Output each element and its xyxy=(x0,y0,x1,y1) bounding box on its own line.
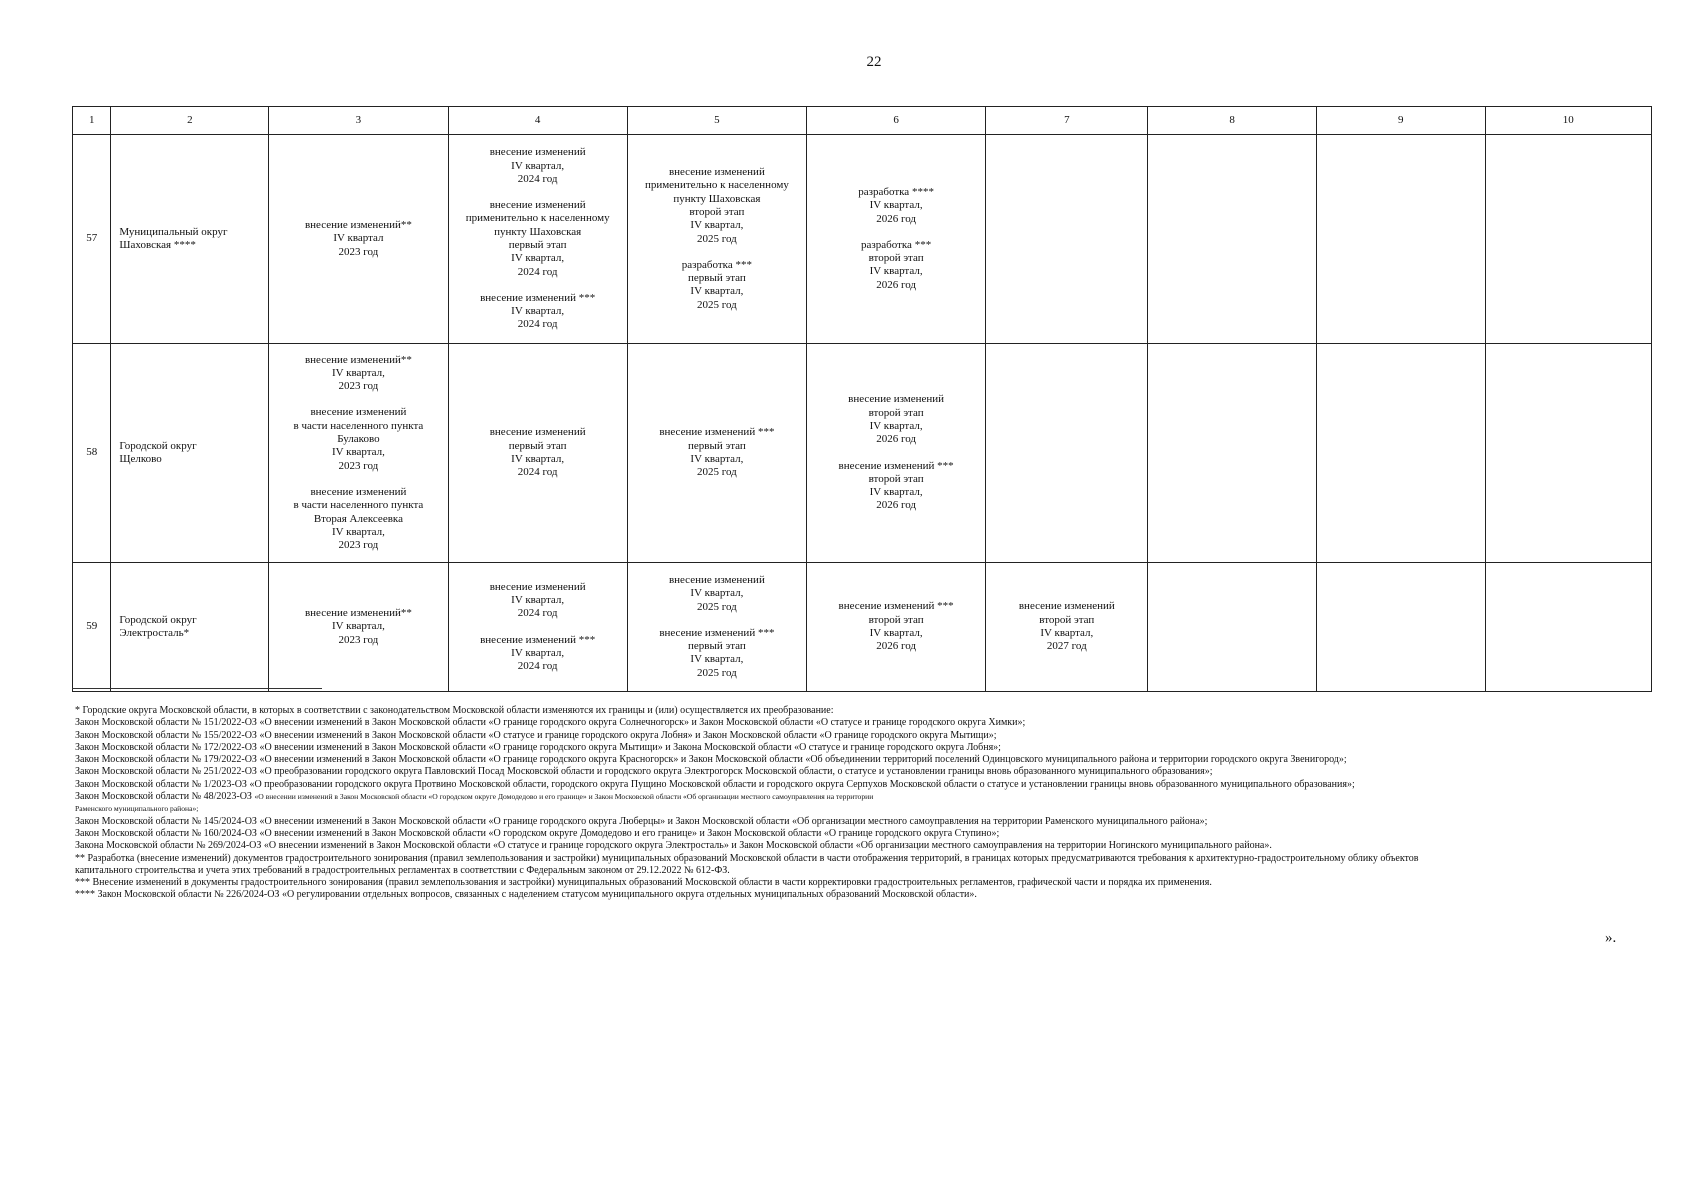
cell-line: второй этап xyxy=(868,406,924,419)
cell-line: IV квартал, xyxy=(690,453,744,465)
cell-line: IV квартал, xyxy=(511,252,565,265)
name-line: Муниципальный округ xyxy=(119,225,228,238)
cell-line: внесение изменений xyxy=(489,199,586,212)
cell-line: IV квартал, xyxy=(690,285,744,298)
cell-line: IV квартал, xyxy=(511,159,565,172)
cell-line: первый этап xyxy=(508,239,567,251)
footnotes xyxy=(75,705,1655,902)
cell-spacer xyxy=(810,447,982,460)
footnote-line: Закон Московской области № 145/2024-ОЗ «О внесении изменений в Закон Московской области «О границе городского округа Люберцы» и Закон Московской области «Об организации местного самоуправления на территории Раменского муниципального района»; xyxy=(75,815,1208,827)
cell-line: 2026 год xyxy=(876,212,916,225)
cell-line: 2024 год xyxy=(517,466,558,479)
cell-line: внесение изменений *** xyxy=(480,291,596,304)
schedule-cell xyxy=(986,344,1148,563)
cell-line: внесение изменений *** xyxy=(659,426,775,439)
table-row xyxy=(73,344,1652,563)
column-header: 1 xyxy=(73,107,111,135)
header-row xyxy=(73,107,1652,135)
name-line: Электросталь* xyxy=(119,627,190,639)
page-number: 22 xyxy=(866,54,882,70)
cell-line: IV квартал, xyxy=(331,620,385,633)
column-header: 7 xyxy=(986,107,1148,135)
table-row xyxy=(73,563,1652,692)
footnote-line: капитального строительства и учета этих требований в градостроительных регламентах в соответствии с Федеральным законом от 29.12.2022 № 612-ФЗ. xyxy=(75,864,730,876)
cell-line: 2023 год xyxy=(338,245,379,258)
cell-line: внесение изменений *** xyxy=(838,600,954,613)
column-header: 10 xyxy=(1485,107,1651,135)
cell-line: 2023 год xyxy=(338,633,379,646)
cell-line: IV квартал, xyxy=(331,446,385,459)
footnote-line: **** Закон Московской области № 226/2024-ОЗ «О регулировании отдельных вопросов, связанных с наделением статусом муниципального округа отдельных муниципальных образований Московской области». xyxy=(75,889,977,901)
cell-line: 2026 год xyxy=(876,278,916,291)
row-number: 59 xyxy=(73,563,111,692)
cell-line: разработка *** xyxy=(861,238,932,251)
cell-line: второй этап xyxy=(868,472,924,485)
cell-line: 2024 год xyxy=(517,660,558,673)
column-header: 9 xyxy=(1316,107,1485,135)
cell-line: внесение изменений *** xyxy=(838,459,954,472)
row-number: 58 xyxy=(73,344,111,563)
cell-line: IV квартал, xyxy=(1040,627,1094,639)
schedule-cell xyxy=(627,563,806,692)
cell-line: внесение изменений xyxy=(848,393,945,406)
cell-line: пункту Шаховская xyxy=(494,225,582,238)
schedule-cell xyxy=(1316,135,1485,344)
cell-line: применительно к населенному xyxy=(644,179,789,192)
column-header: 8 xyxy=(1148,107,1317,135)
cell-line: IV квартал, xyxy=(511,646,565,659)
municipality-name xyxy=(111,344,269,563)
schedule-cell xyxy=(1148,563,1317,692)
schedule-cell xyxy=(807,344,986,563)
cell-line: первый этап xyxy=(687,439,746,452)
footnote-line: * Городские округа Московской области, в которых в соответствии с законодательством Московской области изменяются их границы и (или) осуществляется их преобразование: xyxy=(75,705,834,716)
table-row xyxy=(73,135,1652,344)
footnote-line: Закона Московской области № 269/2024-ОЗ «О внесении изменений в Закон Московской области «О статусе и границе городского округа Электросталь» и Закон Московской области «Об организации местного самоуправления на территории Ногинского муниципального района». xyxy=(75,840,1272,852)
cell-line: применительно к населенному xyxy=(465,212,610,225)
footnote-line: ** Разработка (внесение изменений) документов градостроительного зонирования (правил землепользования и застройки) муниципальных образований Московской области в части отображения территорий, в границах которых предусматриваются требования к архитектурно-градостроительному облику объектов xyxy=(75,852,1419,864)
municipality-name xyxy=(111,135,269,344)
column-header: 6 xyxy=(807,107,986,135)
cell-line: второй этап xyxy=(868,252,924,265)
cell-line: 2023 год xyxy=(338,380,379,393)
cell-line: внесение изменений *** xyxy=(480,633,596,646)
cell-line: внесение изменений *** xyxy=(659,626,775,639)
footnote-line: *** Внесение изменений в документы градостроительного зонирования (правил землепользования и застройки) муниципальных образований Московской области в части корректировки градостроительных регламентов, графической части и порядка их применения. xyxy=(75,877,1212,889)
cell-line: IV квартал, xyxy=(331,366,385,379)
footnote-lead: Закон Московской области № 48/2023-ОЗ xyxy=(75,791,255,803)
cell-line: второй этап xyxy=(689,205,745,218)
cell-line: 2024 год xyxy=(517,318,558,331)
footnote-line: Закон Московской области № 251/2022-ОЗ «О преобразовании городского округа Павловский Посад Московской области и городского округа Электрогорск Московской области, о статусе и установлении границы вновь образованного муниципального образования»; xyxy=(75,766,1213,778)
schedule-cell xyxy=(1485,344,1651,563)
schedule-cell xyxy=(448,135,627,344)
cell-line: внесение изменений xyxy=(668,573,765,586)
schedule-cell xyxy=(807,563,986,692)
cell-line: IV квартал, xyxy=(869,199,923,212)
cell-spacer xyxy=(452,186,624,199)
cell-line: 2025 год xyxy=(696,232,737,245)
schedule-table xyxy=(72,106,1652,692)
cell-line: внесение изменений xyxy=(310,406,407,419)
column-header: 4 xyxy=(448,107,627,135)
cell-line: внесение изменений xyxy=(489,426,586,439)
footnote-line: Закон Московской области № 155/2022-ОЗ «О внесении изменений в Закон Московской области «О статусе и границе городского округа Лобня» и Закон Московской области «О границе городского округа Мытищи»; xyxy=(75,729,997,741)
cell-line: 2026 год xyxy=(876,640,916,653)
schedule-cell xyxy=(1148,344,1317,563)
cell-line: внесение изменений** xyxy=(304,219,412,232)
footnote-line: Закон Московской области № 151/2022-ОЗ «О внесении изменений в Закон Московской области «О границе городского округа Солнечногорск» и Закон Московской области «О статусе и границе городского округа Химки»; xyxy=(75,717,1026,729)
cell-line: IV квартал, xyxy=(869,265,923,278)
cell-line: IV квартал, xyxy=(511,453,565,465)
column-header: 2 xyxy=(111,107,269,135)
cell-line: внесение изменений xyxy=(310,485,407,498)
name-line: Шаховская **** xyxy=(119,239,196,251)
name-line: Городской округ xyxy=(119,439,197,452)
cell-line: в части населенного пункта xyxy=(293,419,424,432)
cell-line: 2025 год xyxy=(696,666,737,679)
cell-line: IV квартал, xyxy=(869,419,923,432)
cell-line: первый этап xyxy=(508,439,567,452)
cell-line: 2024 год xyxy=(517,172,558,185)
footnote-line: Закон Московской области № 179/2022-ОЗ «О внесении изменений в Закон Московской области «О границе городского округа Красногорск» и Закон Московской области «Об объединении территорий поселений Одинцовского муниципального района и территории городского округа Звенигород»; xyxy=(75,754,1347,766)
row-number: 57 xyxy=(73,135,111,344)
cell-line: внесение изменений xyxy=(1018,600,1115,613)
schedule-cell xyxy=(627,135,806,344)
cell-line: внесение изменений** xyxy=(304,607,412,620)
schedule-cell xyxy=(1148,135,1317,344)
schedule-cell xyxy=(1485,563,1651,692)
schedule-cell xyxy=(627,344,806,563)
cell-line: 2023 год xyxy=(338,459,379,472)
cell-line: первый этап xyxy=(687,272,746,285)
cell-spacer xyxy=(810,226,982,239)
footnote-line: Закон Московской области № 172/2022-ОЗ «О внесении изменений в Закон Московской области «О границе городского округа Мытищи» и Закона Московской области «О статусе и границе городского округа Лобня»; xyxy=(75,741,1001,753)
cell-line: 2026 год xyxy=(876,499,916,512)
footnote-line: Закон Московской области № 160/2024-ОЗ «О внесении изменений в Закон Московской области «О городском округе Домодедово и его границе» и Закон Московской области «О границе городского округа Ступино»; xyxy=(75,827,1000,839)
cell-spacer xyxy=(452,279,624,292)
schedule-cell xyxy=(986,563,1148,692)
cell-spacer xyxy=(452,621,624,634)
cell-line: внесение изменений xyxy=(489,146,586,159)
name-line: Щелково xyxy=(119,453,162,465)
cell-spacer xyxy=(272,393,444,406)
schedule-cell xyxy=(269,563,448,692)
closing-quote: ». xyxy=(1605,930,1617,946)
footnote-line: Раменского муниципального района»; xyxy=(75,804,199,814)
cell-line: IV квартал xyxy=(333,232,384,245)
footnote-separator xyxy=(72,688,322,689)
cell-line: внесение изменений xyxy=(489,580,586,593)
cell-line: 2025 год xyxy=(696,600,737,613)
cell-line: второй этап xyxy=(1039,613,1095,626)
schedule-cell xyxy=(269,135,448,344)
schedule-cell xyxy=(1485,135,1651,344)
name-line: Городской округ xyxy=(119,613,197,626)
schedule-cell xyxy=(269,344,448,563)
cell-line: 2025 год xyxy=(696,298,737,311)
cell-line: IV квартал, xyxy=(511,593,565,606)
footnote-line xyxy=(75,791,1655,803)
footnote-line: Закон Московской области № 1/2023-ОЗ «О преобразовании городского округа Протвино Московской области, городского округа Пущино Московской области и городского округа Серпухов Московской области о статусе и установлении границы вновь образованного муниципального образования»; xyxy=(75,778,1355,790)
schedule-cell xyxy=(1316,563,1485,692)
column-header: 3 xyxy=(269,107,448,135)
cell-spacer xyxy=(272,473,444,486)
schedule-cell xyxy=(448,563,627,692)
cell-line: второй этап xyxy=(868,613,924,626)
schedule-cell xyxy=(807,135,986,344)
schedule-cell xyxy=(448,344,627,563)
cell-line: IV квартал, xyxy=(869,486,923,499)
cell-line: внесение изменений** xyxy=(304,353,412,366)
cell-line: IV квартал, xyxy=(869,627,923,639)
cell-line: Булаково xyxy=(337,433,380,446)
cell-line: IV квартал, xyxy=(690,219,744,232)
cell-line: внесение изменений xyxy=(668,166,765,179)
cell-spacer xyxy=(631,246,803,259)
cell-line: 2023 год xyxy=(338,539,379,552)
cell-line: 2024 год xyxy=(517,607,558,620)
cell-line: 2025 год xyxy=(696,466,737,479)
cell-line: первый этап xyxy=(687,640,746,653)
footnote-rest: «О внесении изменений в Закон Московской области «О городском округе Домодедово и его границе» и Закон Московской области «Об организации местного самоуправления на территории xyxy=(254,792,874,802)
cell-line: IV квартал, xyxy=(690,587,744,600)
cell-line: разработка **** xyxy=(858,185,934,198)
cell-line: 2024 год xyxy=(517,265,558,278)
cell-spacer xyxy=(631,614,803,627)
cell-line: 2027 год xyxy=(1046,640,1087,653)
cell-line: IV квартал, xyxy=(511,305,565,318)
cell-line: IV квартал, xyxy=(331,525,385,538)
schedule-cell xyxy=(986,135,1148,344)
municipality-name xyxy=(111,563,269,692)
schedule-cell xyxy=(1316,344,1485,563)
column-header: 5 xyxy=(627,107,806,135)
cell-line: в части населенного пункта xyxy=(293,499,424,512)
cell-line: пункту Шаховская xyxy=(673,192,761,205)
cell-line: 2026 год xyxy=(876,433,916,446)
cell-line: разработка *** xyxy=(681,258,752,271)
cell-line: IV квартал, xyxy=(690,653,744,666)
cell-line: Вторая Алексеевка xyxy=(313,512,403,525)
